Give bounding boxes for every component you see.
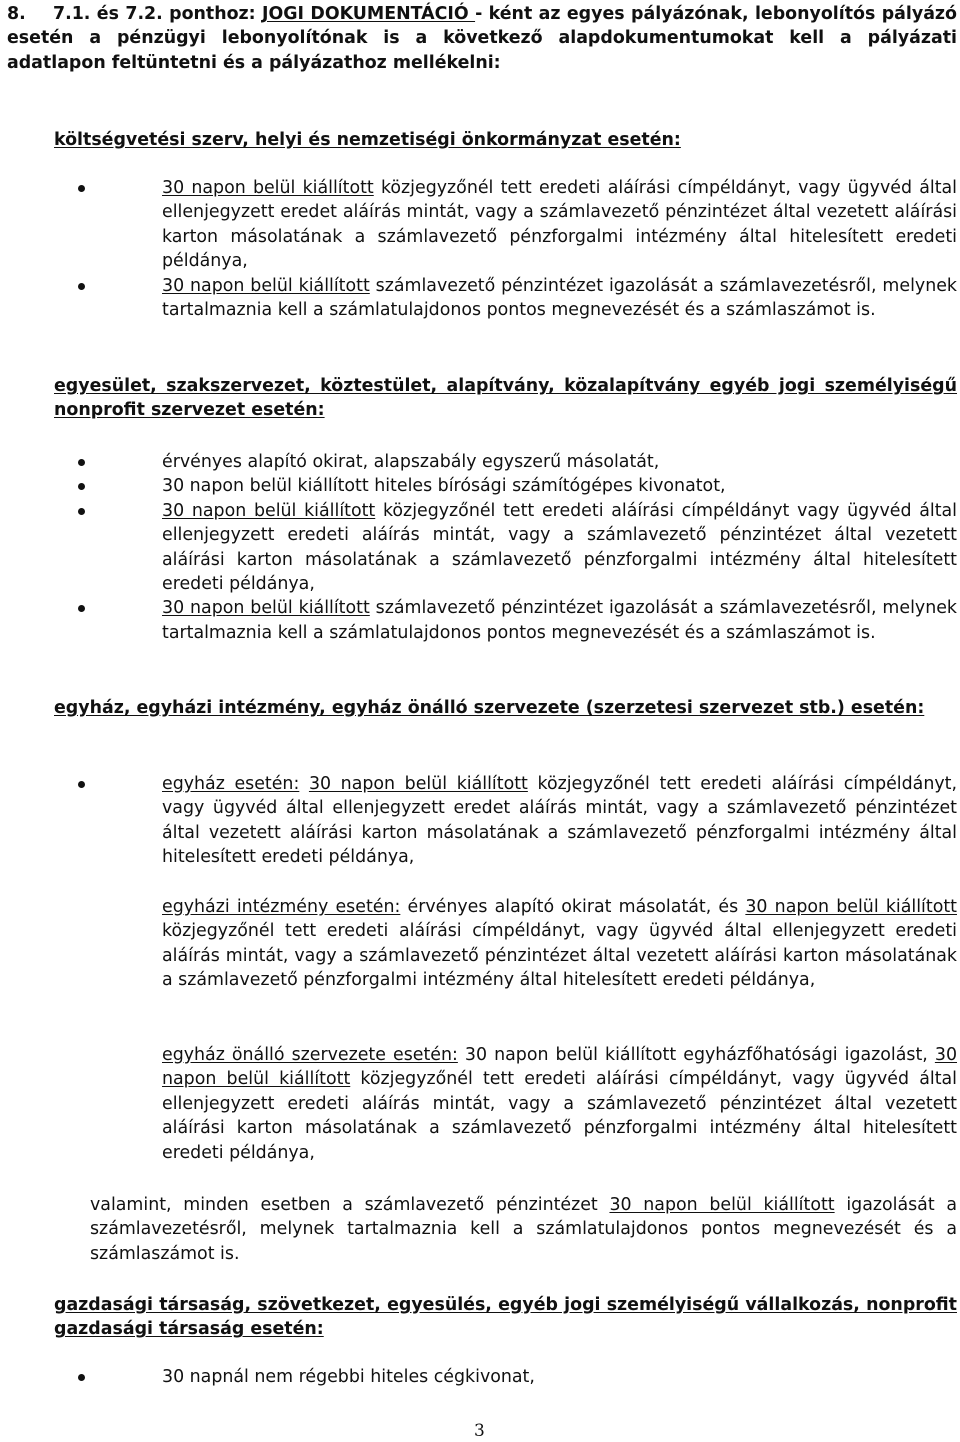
page-number: 3 (474, 1421, 485, 1441)
section-4-list (52, 1365, 957, 1389)
list-item: 30 napon belül kiállított számlavezető pénzintézet igazolását a számlavezetésről, melynek tartalmaznia kell a számlatulajdonos pontos megnevezését és a számlaszámot is. (52, 274, 957, 323)
list-item: egyház esetén: 30 napon belül kiállított közjegyzőnél tett eredeti aláírási címpéldányt, vagy ügyvéd által ellenjegyzett eredet aláírás mintát, vagy a számlavezető pénzintézet által vezetett aláírási karton másolatának a számlavezető pénzforgalmi intézmény által hitelesített eredeti példánya, (52, 772, 957, 870)
bullet-icon (78, 459, 85, 466)
section-heading-koltsegvetesi: költségvetési szerv, helyi és nemzetiségi önkormányzat esetén: (54, 130, 681, 150)
valamint-paragraph: valamint, minden esetben a számlavezető pénzintézet 30 napon belül kiállított igazolását a számlavezetésről, melynek tartalmaznia kell a számlatulajdonos pontos megnevezését és a számlaszámot is. (90, 1195, 957, 1264)
section-heading-egyhaz: egyház, egyházi intézmény, egyház önálló szervezete (szerzetesi szervezet stb.) esetén: (54, 698, 925, 718)
bullet-icon (78, 508, 85, 515)
section-2-list (52, 450, 957, 645)
bullet-icon (78, 283, 85, 290)
jogi-dokumentacio-term: JOGI DOKUMENTÁCIÓ (262, 4, 476, 24)
bullet-icon (78, 483, 85, 490)
item-number: 8. (7, 4, 26, 24)
section-heading-egyesulet: egyesület, szakszervezet, köztestület, alapítvány, közalapítvány egyéb jogi személyiségű nonprofit szervezet esetén: (54, 376, 957, 421)
section-3-list (52, 772, 957, 870)
list-item: 30 napon belül kiállított számlavezető pénzintézet igazolását a számlavezetésről, melynek tartalmaznia kell a számlatulajdonos pontos megnevezését és a számlaszámot is. (52, 596, 957, 645)
section-1-list (52, 176, 957, 322)
list-item: 30 napon belül kiállított közjegyzőnél tett eredeti aláírási címpéldányt, vagy ügyvéd által ellenjegyzett eredet aláírás mintát, vagy a számlavezető pénzintézet által vezetett aláírási karton másolatának a számlavezető pénzforgalmi intézmény által hitelesített eredeti példánya, (52, 176, 957, 274)
section-heading-gazdasagi: gazdasági társaság, szövetkezet, egyesülés, egyéb jogi személyiségű vállalkozás, nonprofit gazdasági társaság esetén: (54, 1295, 957, 1340)
list-item: érvényes alapító okirat, alapszabály egyszerű másolatát, (52, 450, 957, 474)
egyhaz-onallo-szervezete-paragraph: egyház önálló szervezete esetén: 30 napon belül kiállított egyházfőhatósági igazolást, 30 napon belül kiállított közjegyzőnél tett eredeti aláírási címpéldányt, vagy ügyvéd által ellenjegyzett eredeti aláírás mintát, vagy a számlavezető pénzintézet által vezetett aláírási karton másolatának a számlavezető pénzforgalmi intézmény által hitelesített eredeti példánya, (162, 1045, 958, 1163)
list-item: 30 napon belül kiállított közjegyzőnél tett eredeti aláírási címpéldányt vagy ügyvéd által ellenjegyzett eredeti aláírás mintát, vagy a számlavezető pénzintézet által vezetett aláírási karton másolatának a számlavezető pénzforgalmi intézmény által hitelesített eredeti példánya, (52, 499, 957, 597)
list-item: 30 napnál nem régebbi hiteles cégkivonat, (52, 1365, 957, 1389)
bullet-icon (78, 185, 85, 192)
bullet-icon (78, 781, 85, 788)
list-item: 30 napon belül kiállított hiteles bírósági számítógépes kivonatot, (52, 474, 957, 498)
bullet-icon (78, 1374, 85, 1381)
intro-paragraph: 8. 7.1. és 7.2. ponthoz: JOGI DOKUMENTÁCIÓ - ként az egyes pályázónak, lebonyolítós pályázó esetén a pénzügyi lebonyolítónak is a következő alapdokumentumokat kell a pályázati adatlapon feltüntetni és a pályázathoz mellékelni: (7, 4, 957, 73)
bullet-icon (78, 605, 85, 612)
egyhazi-intezmeny-paragraph: egyházi intézmény esetén: érvényes alapító okirat másolatát, és 30 napon belül kiállított közjegyzőnél tett eredeti aláírási címpéldányt, vagy ügyvéd által ellenjegyzett eredeti aláírás mintát, vagy a számlavezető pénzintézet által vezetett aláírási karton másolatának a számlavezető pénzforgalmi intézmény által hitelesített eredeti példánya, (162, 897, 957, 991)
